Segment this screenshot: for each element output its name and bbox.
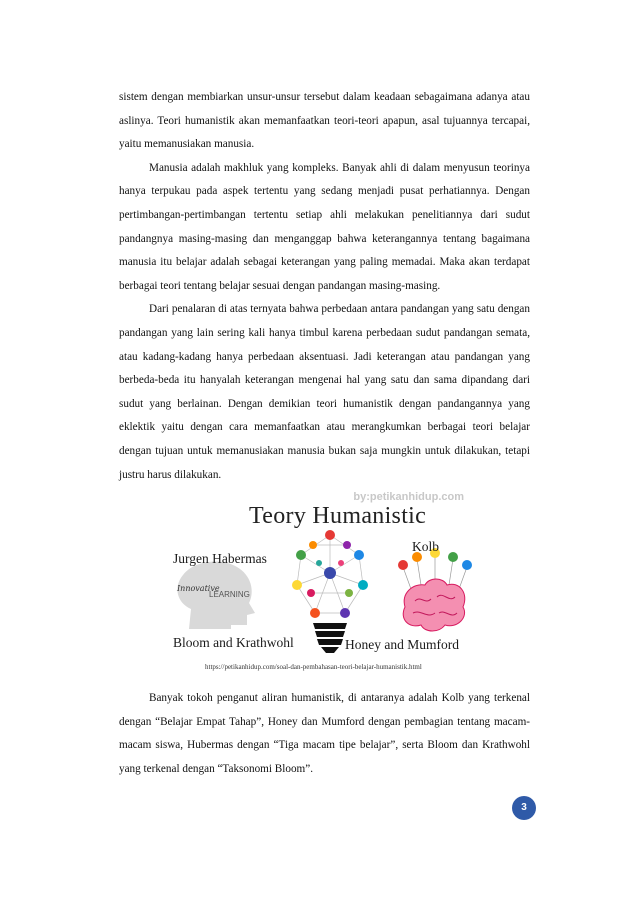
paragraph-4: Banyak tokoh penganut aliran humanistik, di antaranya adalah Kolb yang terkenal dengan “Belajar Empat Tahap”, Honey dan Mumford dengan pembagian tentang macam-macam siswa, Hubermas dengan “Tiga macam tipe belajar”, serta Bloom dan Krathwohl yang terkenal dengan “Taksonomi Bloom”. xyxy=(119,692,530,775)
label-honey-mumford: Honey and Mumford xyxy=(345,637,459,652)
paragraph-1: sistem dengan membiarkan unsur-unsur tersebut dalam keadaan sebagaimana adanya atau aslinya. Teori humanistik akan memanfaatkan teori-teori apapun, asal tujuannya tercapai, yaitu memanusiakan manusia. xyxy=(119,91,530,151)
label-bloom-krathwohl: Bloom and Krathwohl xyxy=(173,635,294,650)
figure-caption: https://petikanhidup.com/soal-dan-pembahasan-teori-belajar-humanistik.html xyxy=(205,663,422,671)
body-text xyxy=(119,86,530,487)
label-jurgen-habermas: Jurgen Habermas xyxy=(173,551,267,566)
figure-title: Teory Humanistic xyxy=(249,503,427,529)
head-silhouette-icon xyxy=(169,557,261,631)
figure-watermark: by:petikanhidup.com xyxy=(353,491,464,503)
closing-text xyxy=(119,687,530,781)
paragraph-2: Manusia adalah makhluk yang kompleks. Banyak ahli di dalam menyusun teorinya hanya terpukau pada aspek tertentu yang sedang menjadi pusat perhatiannya. Dengan pertimbangan-pertimbangan tertentu setiap ahli melakukan penelitiannya dari sudut pandangnya masing-masing dan menganggap bahwa keterangannya tentang bagaimana manusia itu belajar adalah sebagai keterangan yang paling memadai. Maka akan terdapat berbagai teori tentang belajar sesuai dengan pandangan masing-masing. xyxy=(119,161,530,292)
innovative-text: Innovative xyxy=(177,584,220,593)
lightbulb-network-icon xyxy=(289,527,371,655)
paragraph-3: Dari penalaran di atas ternyata bahwa perbedaan antara pandangan yang satu dengan pandangan yang lain sering kali hanya timbul karena perbedaan sudut pandangan semata, atau kadang-kadang hanya perbedaan aksentuasi. Jadi keterangan atau pandangan yang berbeda-beda itu hanyalah keterangan mengenai hal yang satu dan sama dipandang dari sudut yang berlainan. Dengan demikian teori humanistik dengan pandangannya yang eklektik yaitu dengan cara memanfaatkan atau merangkumkan berbagai teori belajar dengan tujuan untuk memanusiakan manusia bukan saja mungkin untuk dilakukan, tetapi justru harus dilakukan. xyxy=(119,303,530,481)
page-number-badge: 3 xyxy=(512,796,536,820)
learning-text: LEARNING xyxy=(209,590,250,599)
brain-icon xyxy=(395,545,473,635)
humanistic-figure xyxy=(169,491,474,659)
label-kolb: Kolb xyxy=(412,539,439,554)
